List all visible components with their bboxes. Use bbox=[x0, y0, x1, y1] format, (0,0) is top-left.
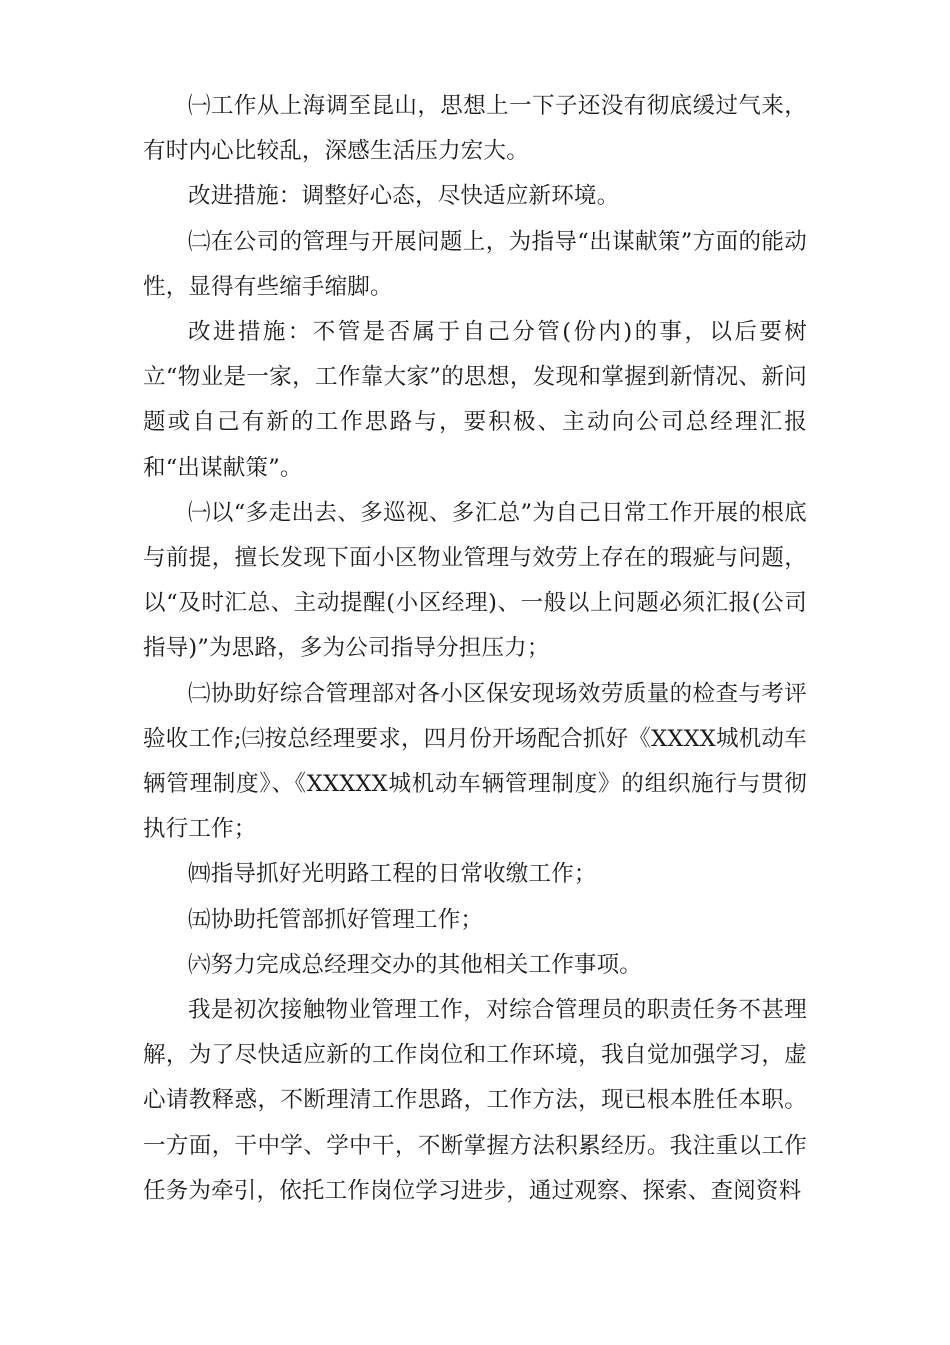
paragraph-improvement-1: 改进措施：调整好心态，尽快适应新环境。 bbox=[188, 183, 620, 210]
paragraph-plan-6: ㈥努力完成总经理交办的其他相关工作事项。 bbox=[188, 951, 643, 978]
paragraph-improvement-2: 改进措施：不管是否属于自己分管(份内)的事，以后要树立“物业是一家，工作靠大家”的思想，发现和掌握到新情况、新问题或自己有新的工作思路与，要积极、主动向公司总经理汇报和“出谋献策”。 bbox=[143, 319, 807, 481]
paragraph-issue-2: ㈡在公司的管理与开展问题上，为指导“出谋献策”方面的能动性，显得有些缩手缩脚。 bbox=[143, 228, 807, 300]
paragraph-plan-4: ㈣指导抓好光明路工程的日常收缴工作； bbox=[188, 861, 597, 888]
document-body bbox=[143, 84, 807, 1214]
paragraph-issue-1: ㈠工作从上海调至昆山，思想上一下子还没有彻底缓过气来，有时内心比较乱，深感生活压力宏大。 bbox=[143, 93, 807, 165]
paragraph-plan-5: ㈤协助托管部抓好管理工作； bbox=[188, 906, 484, 933]
paragraph-plan-2-3: ㈡协助好综合管理部对各小区保安现场效劳质量的检查与考评验收工作;㈢按总经理要求，四月份开场配合抓好《XXXX城机动车辆管理制度》、《XXXXX城机动车辆管理制度》的组织施行与贯彻执行工作； bbox=[143, 680, 807, 843]
paragraph-learning: 我是初次接触物业管理工作，对综合管理员的职责任务不甚理解，为了尽快适应新的工作岗位和工作环境，我自觉加强学习，虚心请教释惑，不断理清工作思路，工作方法，现已根本胜任本职。一方面，干中学、学中干，不断掌握方法积累经历。我注重以工作任务为牵引，依托工作岗位学习进步，通过观察、探索、查阅资料 bbox=[143, 997, 807, 1204]
paragraph-plan-1: ㈠以“多走出去、多巡视、多汇总”为自己日常工作开展的根底与前提，擅长发现下面小区物业管理与效劳上存在的瑕疵与问题，以“及时汇总、主动提醒(小区经理)、一般以上问题必须汇报(公司指导)”为思路，多为公司指导分担压力； bbox=[143, 499, 807, 662]
